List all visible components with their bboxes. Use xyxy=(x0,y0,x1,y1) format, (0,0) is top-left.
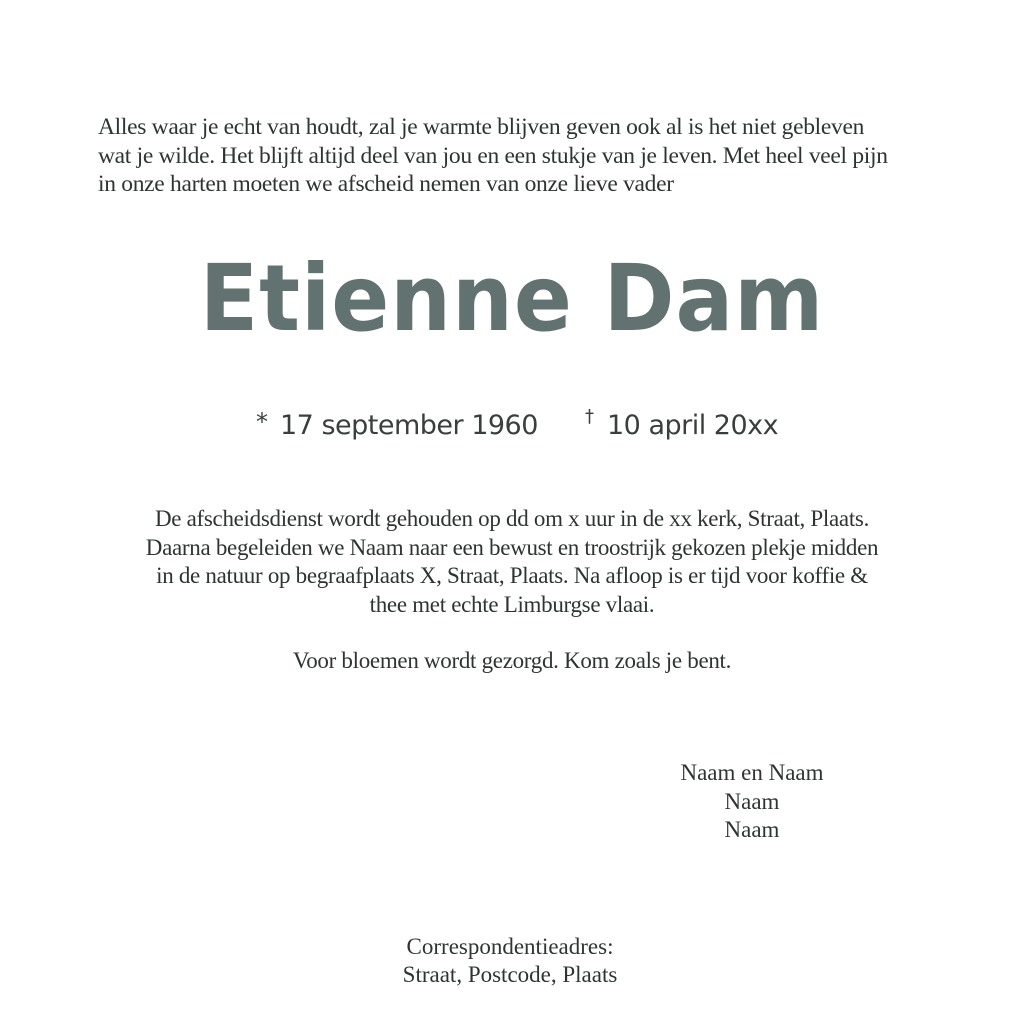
address-label: Correspondentieadres: xyxy=(406,934,614,959)
life-dates xyxy=(0,406,1024,456)
address-value: Straat, Postcode, Plaats xyxy=(402,962,618,987)
death-date: 10 april 20xx xyxy=(607,410,779,441)
deceased-name: Etienne Dam xyxy=(199,245,825,352)
intro-line: Alles waar je echt van houdt, zal je warmte blijven geven ook al is het niet gebleven xyxy=(98,114,865,140)
birth-symbol: * xyxy=(256,408,268,436)
correspondence-address xyxy=(0,933,1024,989)
service-line: De afscheidsdienst wordt gehouden op dd om x uur in de xx kerk, Straat, Plaats. xyxy=(154,506,870,531)
service-line: thee met echte Limburgse vlaai. xyxy=(369,591,655,617)
birth-date: 17 september 1960 xyxy=(280,410,538,441)
intro-poem xyxy=(98,113,958,199)
service-line: in de natuur op begraafplaats X, Straat, Plaats. Na afloop is er tijd voor koffie & xyxy=(156,563,868,588)
service-details xyxy=(62,505,962,619)
signoff-line: Naam en Naam xyxy=(680,760,824,785)
signoff-line: Naam xyxy=(724,788,780,814)
family-signoff xyxy=(652,759,852,845)
intro-line: in onze harten moeten we afscheid nemen van onze lieve vader xyxy=(98,171,674,197)
death-symbol: † xyxy=(585,406,594,427)
signoff-line: Naam xyxy=(724,817,780,842)
intro-line: wat je wilde. Het blijft altijd deel van jou en een stukje van je leven. Met heel veel pijn xyxy=(98,142,888,169)
flowers-note: Voor bloemen wordt gezorgd. Kom zoals je bent. xyxy=(292,648,732,673)
service-line: Daarna begeleiden we Naam naar een bewust en troostrijk gekozen plekje midden xyxy=(145,534,879,560)
